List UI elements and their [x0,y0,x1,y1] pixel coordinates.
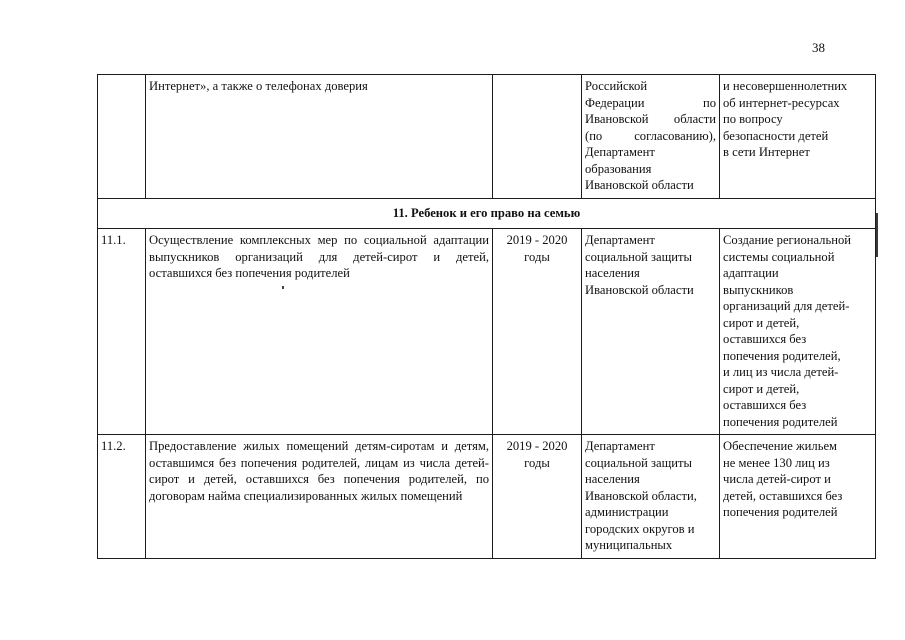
result-line: Создание региональной [723,233,851,247]
result-line: попечения родителей [723,414,838,429]
cell-result [720,75,876,199]
cell-executor [582,229,720,435]
table-row-11-1 [98,229,876,435]
executor-line: Ивановской области [585,282,694,297]
executor-line: Департамент [585,439,655,453]
cell-measure: Осуществление комплексных мер по социальной адаптации выпускников организаций для детей-сирот и детей, оставшихся без попечения родителей [146,229,493,435]
result-line: оставшихся без [723,398,807,412]
period-years: 2019 - 2020 [506,233,568,247]
cell-measure [146,75,493,199]
executor-line: городских округов и [585,521,695,536]
executor-line: населения [585,472,640,486]
cell-period [493,75,582,199]
executor-line: муниципальных [585,538,673,552]
cell-period [493,229,582,435]
scan-margin-mark [876,213,878,257]
result-line: попечения родителей, [723,348,841,363]
result-line: сирот и детей, [723,381,800,396]
table-row-11-2 [98,435,876,559]
result-line: по вопросу [723,112,783,126]
cell-executor [582,75,720,199]
executor-line: социальной защиты [585,249,692,264]
result-line: не менее 130 лиц из [723,455,830,470]
result-line: числа детей-сирот и [723,472,831,486]
period-years: 2019 - 2020 [506,439,568,453]
result-line: детей, оставшихся без [723,488,843,503]
period-unit: годы [524,455,550,470]
executor-line: Федерации по [585,95,716,110]
executor-line: Ивановской области, [585,488,697,503]
executor-line: населения [585,266,640,280]
executor-line: Ивановской области [585,112,716,126]
result-line: системы социальной [723,249,835,264]
executor-line: Департамент [585,145,655,159]
result-line: организаций для детей- [723,299,850,313]
measures-table [97,74,876,559]
cell-number [98,75,146,199]
executor-line: образования [585,161,652,176]
executor-line: социальной защиты [585,455,692,470]
result-line: Обеспечение жильем [723,439,838,453]
cell-result [720,229,876,435]
page-number: 38 [812,40,825,55]
result-line: попечения родителей [723,505,838,519]
executor-line: Ивановской области [585,178,694,192]
cell-period [493,435,582,559]
executor-line: администрации [585,505,669,519]
result-line: сирот и детей, [723,315,800,330]
executor-line: (по согласованию), [585,128,716,143]
result-line: оставшихся без [723,332,807,346]
table-row-continuation [98,75,876,199]
result-line: безопасности детей [723,128,829,143]
result-line: и несовершеннолетних [723,79,848,93]
executor-line: Департамент [585,233,655,247]
result-line: об интернет-ресурсах [723,95,840,110]
executor-line: Российской [585,79,648,93]
measure-text: Интернет», а также о телефонах доверия [149,79,368,93]
section-title: 11. Ребенок и его право на семью [98,199,876,229]
result-line: выпускников [723,282,794,297]
result-line: и лиц из числа детей- [723,365,839,379]
cell-number: 11.1. [98,229,146,435]
result-line: адаптации [723,266,779,280]
cell-measure: Предоставление жилых помещений детям-сиротам и детям, оставшимся без попечения родителей, лицам из числа детей-сирот и детей, оставшихся без попечения родителей, по договорам найма специализированных жилых помещений [146,435,493,559]
cell-executor [582,435,720,559]
section-header-row [98,199,876,229]
result-line: в сети Интернет [723,145,810,159]
period-unit: годы [524,249,550,264]
cell-result [720,435,876,559]
cell-number: 11.2. [98,435,146,559]
